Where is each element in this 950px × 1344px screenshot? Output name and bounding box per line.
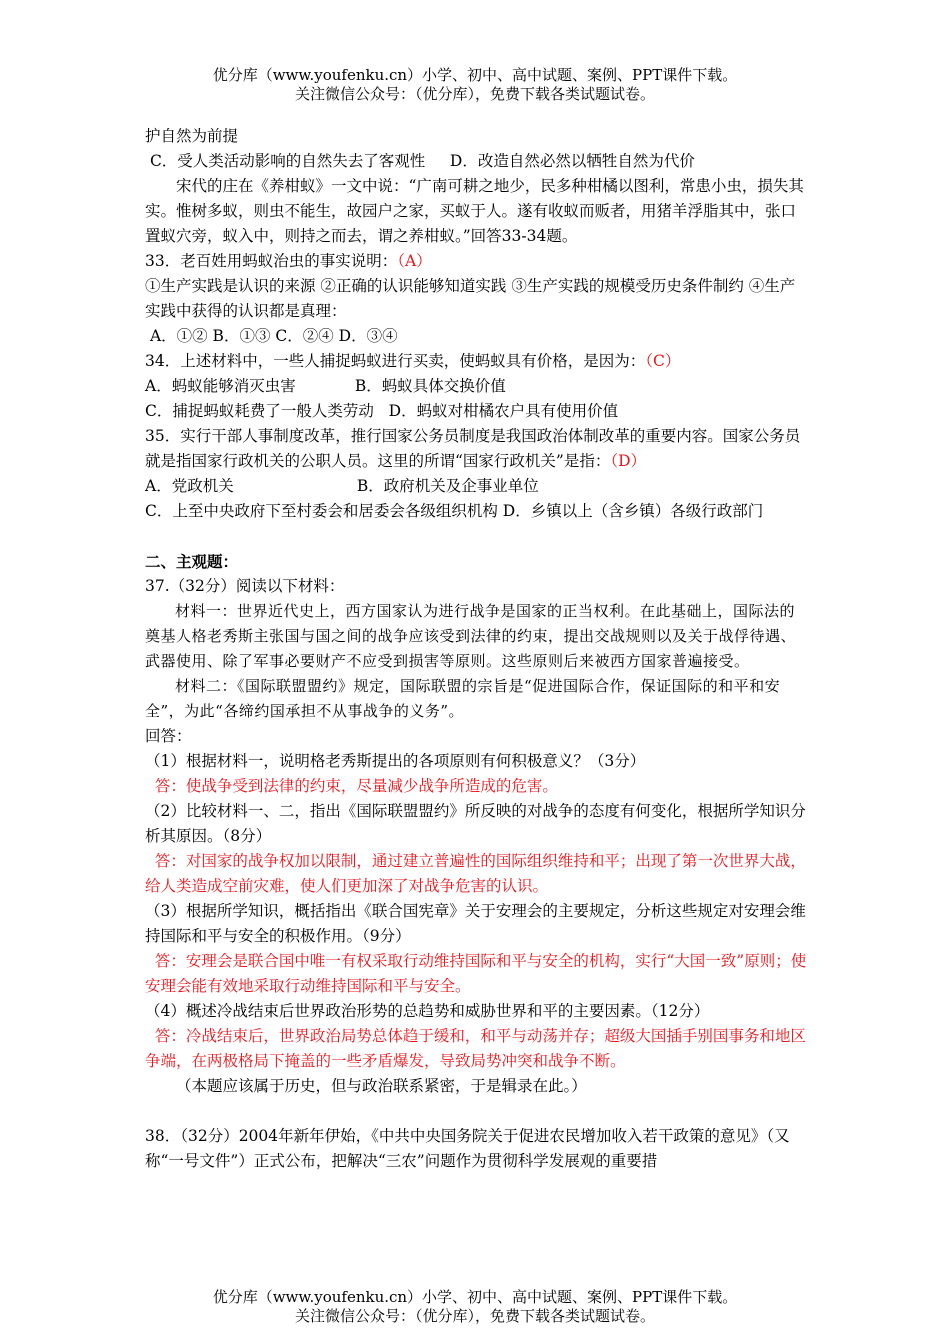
material-one: 材料一：世界近代史上，西方国家认为进行战争是国家的正当权利。在此基础上，国际法的奠基人格老秀斯主张国与国之间的战争应该受到法律的约束，提出交战规则以及关于战俘待遇、武器使用、除了军事必要财产不应受到损害等原则。这些原则后来被西方国家普遍接受。 xyxy=(145,602,797,670)
question-33-statements: ①生产实践是认识的来源 ②正确的认识能够知道实践 ③生产实践的规模受历史条件制约 ④生产实践中获得的认识都是真理： xyxy=(145,277,796,320)
answer-4: 答：冷战结束后，世界政治局势总体趋于缓和，和平与动荡并存；超级大国插手别国事务和地区争端，在两极格局下掩盖的一些矛盾爆发，导致局势冲突和战争不断。 xyxy=(145,1027,806,1070)
text-line: C．受人类活动影响的自然失去了客观性 D．改造自然必然以牺牲自然为代价 xyxy=(145,152,695,170)
editor-note: （本题应该属于历史，但与政治联系紧密，于是辑录在此。） xyxy=(176,1077,587,1095)
material-two: 材料二：《国际联盟盟约》规定，国际联盟的宗旨是“促进国际合作，保证国际的和平和安全”，为此“各缔约国承担不从事战争的义务”。 xyxy=(145,677,781,720)
section-heading: 二、主观题： xyxy=(145,552,239,571)
answer-2: 答：对国家的战争权加以限制，通过建立普遍性的国际组织维持和平；出现了第一次世界大战，给人类造成空前灾难，使人们更加深了对战争危害的认识。 xyxy=(145,852,806,895)
question-text: 33．老百姓用蚂蚁治虫的事实说明： xyxy=(145,252,398,270)
answer-3: 答：安理会是联合国中唯一有权采取行动维持国际和平与安全的机构，实行“大国一致”原则；使安理会能有效地采取行动维持国际和平与安全。 xyxy=(145,952,807,995)
question-text: 34．上述材料中，一些人捕捉蚂蚁进行买卖，使蚂蚁具有价格，是因为： xyxy=(145,352,646,370)
answer-prompt: 回答： xyxy=(145,727,192,745)
header-line-2: 关注微信公众号：（优分库），免费下载各类试题试卷。 xyxy=(294,85,655,103)
footer-line-1: 优分库（www.youfenku.cn）小学、初中、高中试题、案例、PPT课件下载。 xyxy=(212,1288,738,1306)
question-34-options-cd: C．捕捉蚂蚁耗费了一般人类劳动 D．蚂蚁对柑橘农户具有使用价值 xyxy=(145,402,619,420)
question-34-options-ab: A．蚂蚁能够消灭虫害 B．蚂蚁具体交换价值 xyxy=(145,377,506,395)
question-37: 37.（32分）阅读以下材料： xyxy=(145,577,345,595)
question-text: 35．实行干部人事制度改革，推行国家公务员制度是我国政治体制改革的重要内容。国家公务员就是指国家行政机关的公职人员。这里的所谓“国家行政机关”是指： xyxy=(145,427,801,470)
page-header xyxy=(0,66,950,104)
spacer xyxy=(145,1099,810,1124)
question-35-options-cd: C．上至中央政府下至村委会和居委会各级组织机构 D．乡镇以上（含乡镇）各级行政部门 xyxy=(145,502,764,520)
passage-paragraph: 宋代的庄在《养柑蚁》一文中说：“广南可耕之地少，民多种柑橘以图利，常患小虫，损失其实。惟树多蚁，则虫不能生，故园户之家，买蚁于人。遂有收蚁而贩者，用猪羊浮脂其中，张口置蚁穴旁，蚁入中，则持之而去，谓之养柑蚁。”回答33-34题。 xyxy=(145,177,804,245)
subquestion-2: （2）比较材料一、二，指出《国际联盟盟约》所反映的对战争的态度有何变化，根据所学知识分析其原因。（8分） xyxy=(145,802,806,845)
question-34 xyxy=(145,349,810,374)
question-33-choices: A．①② B．①③ C．②④ D．③④ xyxy=(145,327,398,345)
subquestion-1: （1）根据材料一，说明格老秀斯提出的各项原则有何积极意义？（3分） xyxy=(145,752,646,770)
document-body xyxy=(145,124,810,1174)
subquestion-4: （4）概述冷战结束后世界政治形势的总趋势和威胁世界和平的主要因素。（12分） xyxy=(145,1002,710,1020)
text-line: 护自然为前提 xyxy=(145,127,239,145)
answer-mark: （D） xyxy=(610,452,647,470)
question-33 xyxy=(145,249,810,274)
subquestion-3: （3）根据所学知识，概括指出《联合国宪章》关于安理会的主要规定，分析这些规定对安理会维持国际和平与安全的积极作用。（9分） xyxy=(145,902,806,945)
page-footer xyxy=(0,1288,950,1326)
question-35-options-ab: A．党政机关 B．政府机关及企事业单位 xyxy=(145,477,539,495)
question-38: 38．（32分）2004年新年伊始，《中共中央国务院关于促进农民增加收入若干政策的意见》（又称“一号文件”）正式公布，把解决“三农”问题作为贯彻科学发展观的重要措 xyxy=(145,1127,790,1170)
answer-mark: （A） xyxy=(397,252,432,270)
footer-line-2: 关注微信公众号：（优分库），免费下载各类试题试卷。 xyxy=(294,1307,655,1325)
question-35 xyxy=(145,424,810,474)
answer-mark: （C） xyxy=(645,352,681,370)
answer-1: 答：使战争受到法律的约束，尽量减少战争所造成的危害。 xyxy=(145,777,558,795)
header-line-1: 优分库（www.youfenku.cn）小学、初中、高中试题、案例、PPT课件下载。 xyxy=(212,66,738,84)
